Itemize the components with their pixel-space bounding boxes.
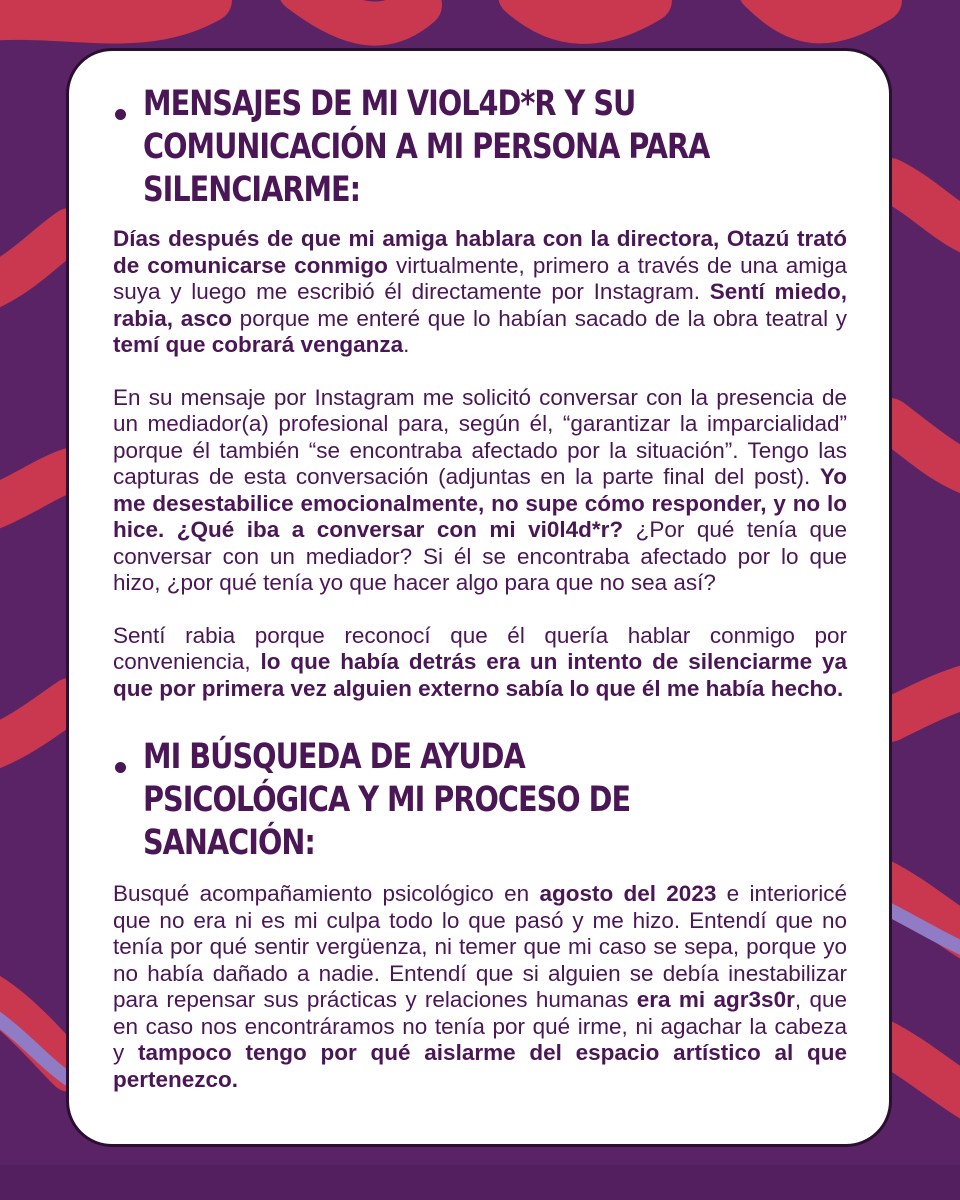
paragraph-instagram-message xyxy=(113,385,847,597)
body-text: , que en caso nos encontráramos no tenía por qué irme, ni agachar la cabeza y xyxy=(113,987,847,1065)
heading-messages: MENSAJES DE MI VIOL4D*R Y SU COMUNICACIÓN A MI PERSONA PARA SILENCIARME: xyxy=(143,84,710,210)
paragraph-therapy xyxy=(113,881,847,1093)
paragraph-anger xyxy=(113,623,847,703)
body-text: En su mensaje por Instagram me solicitó conversar con la presencia de un mediador(a) profesional para, según él, “garantizar la imparcialidad” porque él también “se encontraba afectado por la situación”. Tengo las capturas de esta conversación (adjuntas en la parte final del post). xyxy=(113,384,847,489)
emphasis-text: Días después de que mi amiga hablara con la directora, Otazú trató de comunicarse conmigo xyxy=(113,226,847,278)
emphasis-text: tampoco tengo por qué aislarme del espacio artístico al que pertenezco. xyxy=(113,1040,847,1092)
body-text: Busqué acompañamiento psicológico en xyxy=(113,881,540,906)
content-card xyxy=(66,48,892,1147)
emphasis-text: era mi agr3s0r xyxy=(636,987,795,1012)
section-heading-healing xyxy=(113,736,847,865)
body-text: ¿Por qué tenía que conversar con un mediador? Si él se encontraba afectado por lo que hizo, ¿por qué tenía yo que hacer algo para que no sea así? xyxy=(113,517,847,595)
body-text: e interioricé que no era ni es mi culpa todo lo que pasó y me hizo. Entendí que no tenía por qué sentir vergüenza, ni temer que mi caso se sepa, porque yo no había dañado a nadie. Entendí que si alguien se debía inestabilizar para repensar sus prácticas y relaciones humanas xyxy=(113,881,847,1012)
emphasis-text: lo que había detrás era un intento de silenciarme ya que por primera vez alguien externo sabía lo que él me había hecho. xyxy=(113,649,847,701)
bullet-icon xyxy=(115,109,126,120)
body-text: virtualmente, primero a través de una amiga suya y luego me escribió él directamente por Instagram. xyxy=(113,252,847,304)
heading-healing: MI BÚSQUEDA DE AYUDA PSICOLÓGICA Y MI PROCESO DE SANACIÓN: xyxy=(143,737,631,863)
body-text: Sentí rabia porque reconocí que él quería hablar conmigo por conveniencia, xyxy=(113,622,847,674)
emphasis-text: temí que cobrará venganza xyxy=(113,332,404,357)
body-text: porque me enteré que lo habían sacado de la obra teatral y xyxy=(232,305,847,331)
emphasis-text: Yo me desestabilice emocionalmente, no supe cómo responder, y no lo hice. ¿Qué iba a conversar con mi vi0l4d*r? xyxy=(113,464,847,542)
paragraph-contact xyxy=(113,226,847,359)
emphasis-text: Sentí miedo, rabia, asco xyxy=(113,279,847,331)
emphasis-text: agosto del 2023 xyxy=(539,881,717,906)
bullet-icon xyxy=(115,762,126,773)
section-heading-messages xyxy=(113,83,847,212)
body-text: . xyxy=(403,332,410,357)
